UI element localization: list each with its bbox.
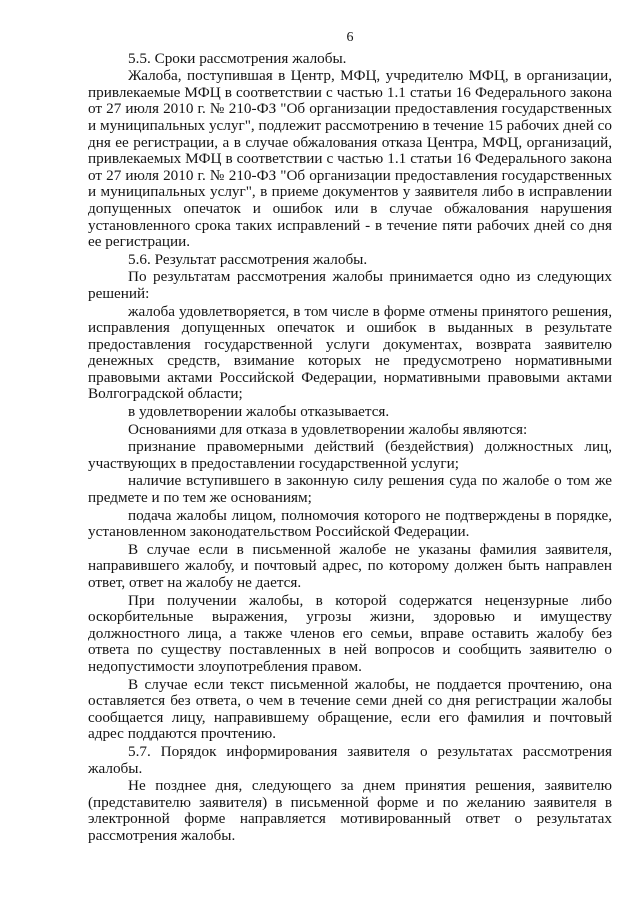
section-heading-5-7: 5.7. Порядок информирования заявителя о результатах рассмотрения жалобы. <box>88 742 612 777</box>
paragraph-decisions-intro: По результатам рассмотрения жалобы принимается одно из следующих решений: <box>88 268 612 302</box>
paragraph-ground-no-authority: подача жалобы лицом, полномочия которого не подтверждены в порядке, установленном законодательством Российской Федерации. <box>88 506 612 541</box>
paragraph-complaint-terms: Жалоба, поступившая в Центр, МФЦ, учредителю МФЦ, в организации, привлекаемые МФЦ в соответствии с частью 1.1 статьи 16 Федерального закона от 27 июля 2010 г. № 210-ФЗ "Об организации предоставления государственных и муниципальных услуг", подлежит рассмотрению в течение 15 рабочих дней со дня ее регистрации, а в случае обжалования отказа Центра, МФЦ, организаций, привлекаемых МФЦ в соответствии с частью 1.1 статьи 16 Федерального закона от 27 июля 2010 г. № 210-ФЗ "Об организации предоставления государственных и муниципальных услуг", в приеме документов у заявителя либо в исправлении допущенных опечаток и ошибок или в случае обжалования нарушения установленного срока таких исправлений - в течение пяти рабочих дней со дня ее регистрации. <box>88 67 612 251</box>
paragraph-ground-court-decision: наличие вступившего в законную силу решения суда по жалобе о том же предмете и по тем же основаниям; <box>88 472 612 507</box>
paragraph-offensive-language: При получении жалобы, в которой содержатся нецензурные либо оскорбительные выражения, угрозы жизни, здоровью и имуществу должностного лица, а также членов его семьи, вправе оставить жалобу без ответа по существу поставленных в ней вопросов и сообщить заявителю о недопустимости злоупотребления правом. <box>88 591 612 675</box>
paragraph-no-name-address: В случае если в письменной жалобе не указаны фамилия заявителя, направившего жалобу, и почтовый адрес, по которому должен быть направлен ответ, ответ на жалобу не дается. <box>88 540 612 591</box>
document-page <box>88 30 612 846</box>
paragraph-response-deadline: Не позднее дня, следующего за днем принятия решения, заявителю (представителю заявителя) в письменной форме и по желанию заявителя в электронной форме направляется мотивированный ответ о результатах рассмотрения жалобы. <box>88 777 612 844</box>
page-number: 6 <box>346 30 354 45</box>
paragraph-complaint-refused: в удовлетворении жалобы отказывается. <box>128 403 390 421</box>
paragraph-complaint-satisfied: жалоба удовлетворяется, в том числе в форме отмены принятого решения, исправления допущенных опечаток и ошибок в выданных в результате предоставления государственной услуги документах, возврата заявителю денежных средств, взимание которых не предусмотрено нормативными правовыми актами Российской Федерации, нормативными правовыми актами Волгоградской области; <box>88 302 612 403</box>
paragraph-ground-lawful-actions: признание правомерными действий (бездействия) должностных лиц, участвующих в предоставлении государственной услуги; <box>88 438 612 472</box>
section-heading-5-5: 5.5. Сроки рассмотрения жалобы. <box>128 49 347 67</box>
section-heading-5-6: 5.6. Результат рассмотрения жалобы. <box>128 250 368 268</box>
paragraph-refusal-grounds: Основаниями для отказа в удовлетворении жалобы являются: <box>128 420 528 438</box>
paragraph-unreadable-text: В случае если текст письменной жалобы, не поддается прочтению, она оставляется без ответа, о чем в течение семи дней со дня регистрации жалобы сообщается лицу, направившему обращение, если его фамилия и почтовый адрес поддаются прочтению. <box>88 675 612 743</box>
